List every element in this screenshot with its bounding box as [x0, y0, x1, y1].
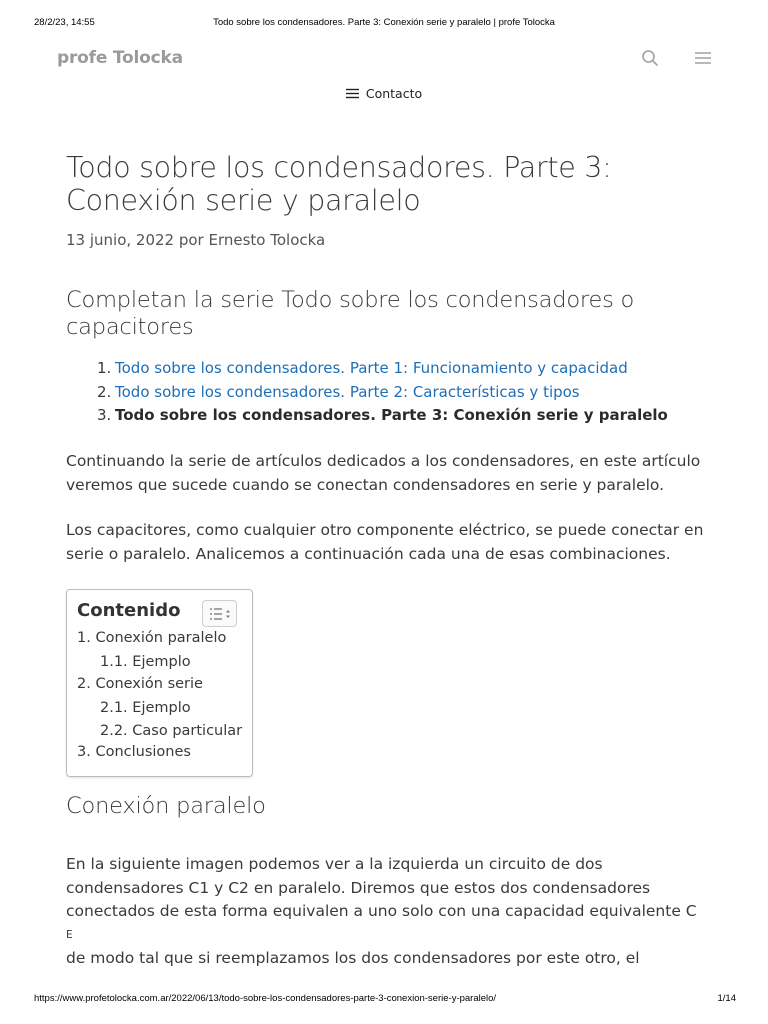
toc-link-conexion-serie[interactable]: 2. Conexión serie: [77, 676, 203, 692]
series-link-part-2[interactable]: Todo sobre los condensadores. Parte 2: Características y tipos: [115, 382, 580, 401]
print-url: https://www.profetolocka.com.ar/2022/06/13/todo-sobre-los-condensadores-parte-3-conexion-serie-y-paralelo/: [34, 993, 497, 1004]
site-brand-link[interactable]: profe Tolocka: [57, 48, 183, 68]
toc-link-ejemplo-2[interactable]: 2.1. Ejemplo: [100, 700, 191, 716]
list-item: [97, 357, 737, 381]
paragraph-line: [66, 900, 716, 947]
paragraph-line: Continuando la serie de artículos dedicados a los condensadores, en este artículo: [66, 452, 701, 470]
toc-link-conclusiones[interactable]: 3. Conclusiones: [77, 744, 191, 760]
print-date: 28/2/23, 14:55: [34, 17, 95, 28]
paragraph-line: En la siguiente imagen podemos ver a la izquierda un circuito de dos: [66, 855, 603, 873]
paragraph-text: conectados de esta forma equivalen a uno solo con una capacidad equivalente C: [66, 902, 697, 920]
intro-paragraph: [66, 450, 716, 497]
print-page-count: 1/14: [717, 993, 736, 1004]
paragraph-line: serie o paralelo. Analicemos a continuación cada una de esas combinaciones.: [66, 544, 671, 563]
nav-item-label: Contacto: [365, 86, 423, 101]
section-heading-conexion-paralelo: Conexión paralelo: [66, 793, 266, 819]
post-title-line-1: Todo sobre los condensadores. Parte 3:: [66, 151, 612, 184]
series-heading: [66, 287, 716, 341]
list-item: [97, 381, 737, 405]
paragraph-line: Los capacitores, como cualquier otro componente eléctrico, se puede conectar en: [66, 521, 704, 539]
list-item-number: 2.: [97, 382, 112, 401]
hamburger-menu-icon[interactable]: [694, 50, 712, 66]
paragraph-line: de modo tal que si reemplazamos los dos condensadores por este otro, el: [66, 949, 640, 967]
parallel-paragraph: [66, 853, 716, 971]
paragraph-line: condensadores C1 y C2 en paralelo. Diremos que estos dos condensadores: [66, 878, 651, 897]
print-footer: [0, 993, 768, 1007]
series-current-part-3: Todo sobre los condensadores. Parte 3: Conexión serie y paralelo: [115, 406, 668, 424]
primary-navigation: [0, 84, 768, 104]
list-item-number: 3.: [97, 406, 112, 424]
series-list: [97, 357, 737, 428]
toc-link-caso-particular[interactable]: 2.2. Caso particular: [100, 723, 243, 739]
search-icon[interactable]: [641, 49, 659, 67]
nav-item-contacto[interactable]: [346, 86, 422, 101]
capacitors-paragraph: [66, 519, 716, 566]
paragraph-line: veremos que sucede cuando se conectan condensadores en serie y paralelo.: [66, 475, 665, 494]
list-item-number: 1.: [97, 359, 112, 377]
toc-link-ejemplo-1[interactable]: 1.1. Ejemplo: [100, 654, 191, 670]
post-title: [66, 151, 716, 217]
series-heading-line-1: Completan la serie Todo sobre los condensadores o: [66, 287, 635, 313]
series-heading-line-2: capacitores: [66, 314, 194, 340]
post-meta: 13 junio, 2022 por Ernesto Tolocka: [66, 231, 326, 249]
toc-link-conexion-paralelo[interactable]: 1. Conexión paralelo: [77, 630, 227, 646]
site-header: [0, 40, 768, 80]
table-of-contents: [66, 589, 253, 777]
toc-title: Contenido: [77, 600, 181, 621]
subscript-e: E: [66, 928, 73, 941]
list-toggle-icon: [209, 607, 231, 621]
toc-toggle-button[interactable]: [202, 600, 237, 627]
list-item: [97, 404, 737, 428]
series-link-part-1[interactable]: Todo sobre los condensadores. Parte 1: Funcionamiento y capacidad: [115, 359, 628, 377]
menu-list-icon: [346, 88, 359, 99]
print-page-title: Todo sobre los condensadores. Parte 3: Conexión serie y paralelo | profe Tolocka: [213, 17, 555, 28]
post-title-line-2: Conexión serie y paralelo: [66, 184, 421, 217]
print-header: [0, 17, 768, 31]
